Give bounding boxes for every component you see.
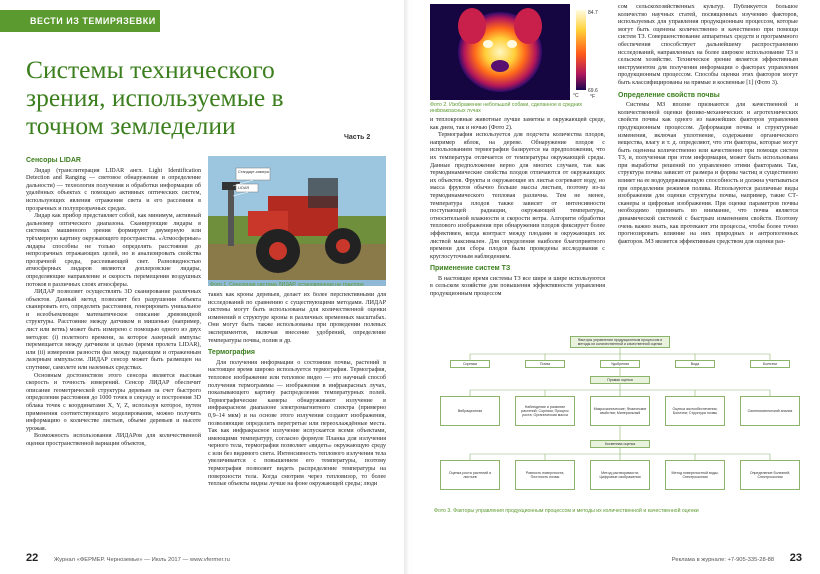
article-title: Системы технического зрения, используемые в точном земледелии [26,55,284,140]
scale-unit: °C [573,93,579,99]
photo1-caption: Фото 1. Сенсорная система ЛИДАР, установленная на тракторе [210,282,364,286]
diagram-box-b: Ровность поверхности; Плотность почвы [515,460,575,490]
paragraph: сом сельскохозяйственных культур. Публикуется большое количество научных статей, посвященных изучению факторов, используемых для управления продукционным процессом, которые могут быть оценены количественно и качественно при помощи систем ТЗ. Совершенствование аппаратных средств и программного обеспечения способствует дальнейшему распространению исследований, направленных на более широкое использование ТЗ в сельском хозяйстве. Техническое зрение является эффективным инструментом для получения информации о факторах управления продукционным процессом. Способы оценки этих факторов могут быть классифицированы на прямые и косвенные [1] (Фото 3). [618,4,798,86]
paragraph: Лидар (транслитерация LIDAR англ. Light Identification Detection and Ranging — световое обнаружение и определение дальности) — технология получения и обработки информации об удалённых объектах с помощью активных оптических систем, использующих явления отражения света и его рассеяния в прозрачных и полупрозрачных средах. [26,167,201,212]
photo3-caption: Фото 3. Факторы управления продукционным процессом и методы их количественной и качественной оценки [434,508,699,514]
paragraph: таких как кроны деревьев, делает их более перспективными для исследований по сравнению с существующими методами. ЛИДАР системы могут быть использованы для количественной оценки изменений в структуре кроны в различных временных масштабах. Они могут быть также использованы при проведении полевых экспериментов, включая внесение удобрений, определение температуры почвы, полив и др. [208,292,386,344]
photo2-caption: Фото 2. Изображение небольшой собаки, сделанное в средних инфракрасных лучах [430,102,583,112]
diagram-top-box: Факторы управления продукционным процессом и методы их количественной и качественной оценки [570,336,670,348]
paragraph: Термография используется для подсчета количества плодов, например яблок, на дереве. Обнаружение плодов с использованием термографии базируется на предположении, что их температура отличается от температуры окружающей среды. Данные предположение верно для многих случаев, так как термодинамические свойства плодов отличаются от окружающих их объектов. Фрукты и окружающие их листья согревают воду, но масса фруктов обычно больше массы листьев, поэтому из-за термодинамического тепловая различна. Тем не менее, температура плодов также зависит от интенсивности поступающей радиации, окружающей температуры, относительной влажности и скорости ветра. Алгоритм обработки теплового изображения при обнаружении плодов фиксирует более эффективен, когда контраст между плодами и окружающих их листвой максимален. Для определения наиболее благоприятного времени для сбора плодов были проведены исследования с круглосуточным наблюдением. [430,132,605,260]
diagram-level1: Сорняки [450,360,490,368]
heading-soil-properties: Определение свойств почвы [618,91,720,99]
article-part: Часть 2 [344,134,371,141]
diagram-box-a: Вибрационная [440,396,500,426]
right-column-1 [430,117,605,329]
photo-thermal-dog [430,4,602,112]
factors-diagram [434,334,806,530]
paragraph: Системы МЗ вполне признаются для качественной и количественной оценки физико-механических и агротехнических свойств почвы как одного из важнейших факторов управления продукционным процессом. Деформация почвы и структурные изменения, включая уплотнение, содержание органического вещества, влагу и т. д. определяют, что эти факторы, которые могут быть оценены количественно или качественно при помощи систем ТЗ, и, полученная при этом информация, может быть использована при выработке решений по управлению этими факторами. Так, структура почвы зависит от размера и формы частиц и существенно влияет на ее водоудерживающую способность и должна учитываться при определении режимов полива. Используются различные виды изображения для оценки структуры почвы, например, такие СТ-сканеры и цифровые изображения. При оценке параметров почвы необходимо принимать во внимание, что почва является динамической системой с быстрым изменением свойств. Поэтому очень важно знать, как протекают эти процессы, чтобы более точно прогнозировать влияние на них природных и антропогенных факторов. МЗ является эффективным средством для оценки раз- [618,102,798,245]
right-column-2 [618,4,798,329]
footer-journal: Журнал «ФЕРМЕР. Черноземье» — Июль 2017 — www.vfermer.ru [53,557,230,563]
heading-lidar: Сенсоры LIDAR [26,157,81,164]
diagram-box-a: Микроскопические; Физические свойства; Минеральный [590,396,650,426]
diagram-box-a: Оценка азотообеспечения; Болезни; Структура почвы [665,396,725,426]
thermal-image [430,4,602,100]
left-column-2 [208,292,386,547]
left-page [0,0,408,574]
page-number-left: 22 [26,552,39,564]
diagram-box-b: Метод растворимости; Цифровые изображения [590,460,650,490]
label-standard-camera: Стандарт-камера [238,170,269,174]
paragraph: Для получения информации о состоянии почвы, растений в настоящее время широко используется термография. Термография, тепловое изображение или тепловое видео — это научный способ получения термограммы — изображения в инфракрасных лучах, показывающего картину распределения температурных полей. Термографические камеры обнаруживают излучение в инфракрасном диапазоне электромагнитного спектра (примерно 0,9–14 мкм) и на основе этого излучения создают изображения, позволяющие определить перегретые или переохлаждённые места. Так как инфракрасное излучение испускается всеми объектами, имеющими температуру, согласно формуле Планка для излучения черного тела, термография позволяет «видеть» окружающую среду с или без видимого света. Интенсивность теплового излучения тела увеличивается с повышением его температуры, поэтому термография позволяет видеть распределение температуры на поверхности тела. Когда смотрим через тепловизор, то более теплые объекты видны лучше на фоне окружающей среды; люди [208,359,386,488]
tractor-image [208,156,386,280]
paragraph: Лидар как прибор представляет собой, как минимум, активный дальномер оптического диапазона. Сканирующие лидары в системах машинного зрения формируют двумерную или трёхмерную картину окружающего пространства. «Атмосферные» лидары способны не только определять расстояния до непрозрачных отражающих целей, но и анализировать свойства прозрачной среды, рассеивающей свет. Разновидностью атмосферных лидаров являются доплеровские лидары, определяющие направление и скорость перемещения воздушных потоков в различных слоях атмосферы. [26,213,201,288]
diagram-box-b: Определение болезней; Спектроскопия [740,460,800,490]
diagram-box-b: Метод поверхностной воды; Спектроскопия [665,460,725,490]
footer-advert: Реклама в журнале: +7-905-335-28-88 [671,557,775,563]
diagram-level1: Удобрения [600,360,640,368]
heading-thermography: Термография [208,349,255,357]
photo-tractor [208,156,386,286]
paragraph: Основным достоинством этого сенсора является высокая скорость и точность измерений. Сенсор ЛИДАР обеспечит описание геометрической структуры деревьев за счет быстрого определения расстояния до 1000 точек в секунду и построения 3D облака точек с координатами X, Y, Z, используя которое, путем применения соответствующего моделирования, можно получить информацию о количестве листьев, объеме деревьев и высоте урожая. [26,372,201,432]
left-column-1 [26,155,201,547]
diagram-level1: Болезни [750,360,790,368]
diagram-direct: Прямая оценка [590,376,650,384]
diagram-level1: Почва [525,360,565,368]
paragraph: В настоящее время системы ТЗ все шире и шире используются в сельском хозяйстве для повышения эффективности управления продукционным процессом [430,275,605,298]
paragraph: и теплокровные животные лучше заметны в окружающей среде, как днем, так и ночью (Фото 2). [430,117,605,131]
diagram-level1: Вода [675,360,715,368]
diagram-box-a: Наблюдение и развитие растений; Сорняки; Процесс роста; Органическая масса [515,396,575,426]
scale-bottom: 69.6 [588,88,598,94]
scale-top: 84.7 [588,10,598,16]
heading-tz-application: Применение систем ТЗ [430,265,511,273]
page-number-right: 23 [789,552,802,564]
diagram-indirect: Косвенная оценка [590,440,650,448]
paragraph: ЛИДАР позволяет осуществлять 3D сканирование различных объектов. Данный метод позволяет без разрушения объекта сканировать его, определять расстояния, генерировать уникальное и всеобъемлющее математическое описание древовидной структуры. Расстояние между датчиком и мишенью (например, лист или ветвь) может быть измерено с помощью одного из двух методов: (i) полетного времени, за которое лазерный импульс перемещается между датчиком и целью (время пролета LIDAR), или (ii) измерения разности фаз между падающим и отраженным лазерным импульсом. ЛИДАР сенсор может быть размещен на спутнике, самолете или наземных средствах. [26,289,201,372]
right-page [412,0,820,574]
diagram-box-b: Оценка роста растений и листьев [440,460,500,490]
scale-unit-f: °F [590,94,596,100]
paragraph: Возможность использования ЛИДАРов для количественной оценки пространственной вариации объектов, [26,433,201,447]
left-footer [26,549,396,567]
label-lidar: LIDAR [238,186,250,190]
diagram-box-a: Симптоматический анализ [740,396,800,426]
right-footer [430,549,802,567]
section-header-band: ВЕСТИ ИЗ ТЕМИРЯЗЕВКИ [0,10,160,32]
